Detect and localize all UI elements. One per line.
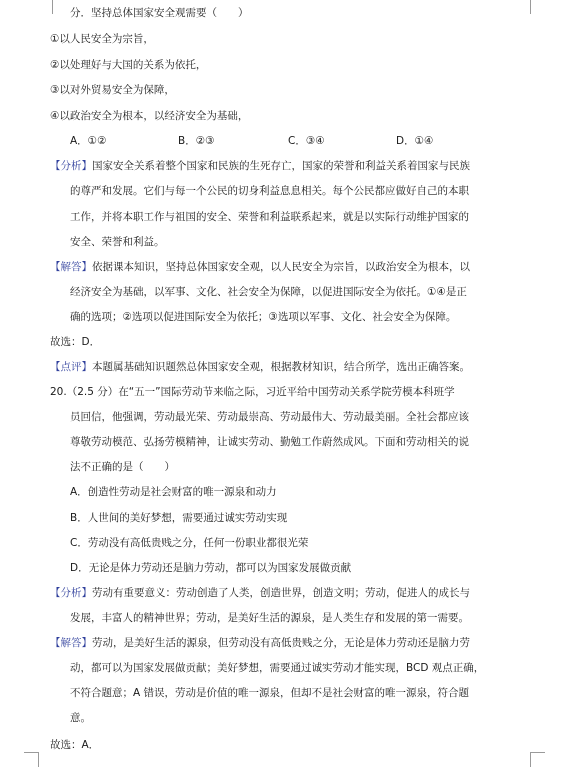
q20-answer-line-4: 意。 (70, 712, 91, 724)
q20-answer-line-3: 不符合题意；A 错误，劳动是价值的唯一源泉，但却不是社会财富的唯一源泉，符合题 (70, 687, 470, 699)
q20-option-b: B．人世间的美好梦想，需要通过诚实劳动实现 (70, 512, 288, 524)
page-corner-mark (38, 0, 53, 14)
q19-choice-c: C．③④ (288, 135, 325, 147)
page-corner-mark (24, 752, 39, 767)
q19-analysis-line-2: 的尊严和发展。它们与每一个公民的切身利益息息相关。每个公民都应做好自己的本职 (70, 185, 469, 197)
q19-stem-tail: 分．坚持总体国家安全观需要（ ） (70, 7, 249, 19)
q20-stem-line-2: 员回信，他强调，劳动最光荣、劳动最崇高、劳动最伟大、劳动最美丽。全社会都应该 (70, 411, 469, 423)
q20-option-d: D．无论是体力劳动还是脑力劳动，都可以为国家发展做贡献 (70, 562, 352, 574)
q20-stem-line-3: 尊敬劳动模范、弘扬劳模精神，让诚实劳动、勤勉工作蔚然成风。下面和劳动相关的说 (70, 436, 469, 448)
q19-analysis-text: 国家安全关系着整个国家和民族的生死存亡，国家的荣誉和利益关系着国家与民族 (92, 160, 470, 172)
q19-answer-line (50, 260, 470, 274)
answer-tag: 【解答】 (50, 637, 92, 649)
q19-analysis-line (50, 159, 470, 173)
q20-option-a: A．创造性劳动是社会财富的唯一源泉和动力 (70, 486, 277, 498)
q19-comment-text: 本题属基础知识题然总体国家安全观，根据教材知识，结合所学，选出正确答案。 (92, 361, 470, 373)
q20-analysis-text: 劳动有重要意义：劳动创造了人类，创造世界，创造文明；劳动，促进人的成长与 (92, 587, 470, 599)
q20-answer-line-2: 动，都可以为国家发展做贡献；美好梦想，需要通过诚实劳动才能实现，BCD 观点正确， (70, 662, 485, 674)
q20-stem-line-4: 法不正确的是（ ） (70, 461, 175, 473)
q19-analysis-line-3: 工作，并将本职工作与祖国的安全、荣誉和利益联系起来，就是以实际行动维护国家的 (70, 211, 469, 223)
analysis-tag: 【分析】 (50, 160, 92, 172)
q19-comment-line (50, 360, 470, 374)
analysis-tag: 【分析】 (50, 587, 92, 599)
q19-result: 故选：D． (50, 336, 101, 348)
q20-result: 故选：A． (50, 739, 100, 751)
q20-answer-text: 劳动，是美好生活的源泉，但劳动没有高低贵贱之分，无论是体力劳动还是脑力劳 (92, 637, 470, 649)
q19-analysis-line-4: 安全、荣誉和利益。 (70, 236, 165, 248)
q19-choice-a: A．①② (70, 135, 107, 147)
q20-option-c: C．劳动没有高低贵贱之分，任何一份职业都很光荣 (70, 537, 309, 549)
q19-answer-line-3: 确的选项；②选项以促进国际安全为依托；③选项以军事、文化、社会安全为保障。 (70, 311, 457, 323)
q19-choice-b: B．②③ (178, 135, 215, 147)
q19-option-2: ②以处理好与大国的关系为依托， (50, 59, 207, 71)
q20-answer-line (50, 636, 470, 650)
answer-tag: 【解答】 (50, 261, 92, 273)
q20-stem-line-1: 20.（2.5 分）在“五一”国际劳动节来临之际，习近平给中国劳动关系学院劳模本科班学 (50, 386, 455, 398)
page-corner-mark (530, 0, 545, 14)
q20-analysis-line-2: 发展，丰富人的精神世界；劳动，是美好生活的源泉，是人类生存和发展的第一需要。 (70, 612, 469, 624)
q19-answer-line-2: 经济安全为基础，以军事、文化、社会安全为保障，以促进国际安全为依托。①④是正 (70, 286, 467, 298)
q19-option-4: ④以政治安全为根本，以经济安全为基础， (50, 110, 249, 122)
comment-tag: 【点评】 (50, 361, 92, 373)
q20-analysis-line (50, 586, 470, 600)
q19-option-1: ①以人民安全为宗旨， (50, 33, 154, 45)
q19-choice-d: D．①④ (396, 135, 434, 147)
q19-option-3: ③以对外贸易安全为保障， (50, 84, 175, 96)
q19-answer-text: 依据课本知识，坚持总体国家安全观，以人民安全为宗旨，以政治安全为根本，以 (92, 261, 470, 273)
page-corner-mark (530, 752, 545, 767)
